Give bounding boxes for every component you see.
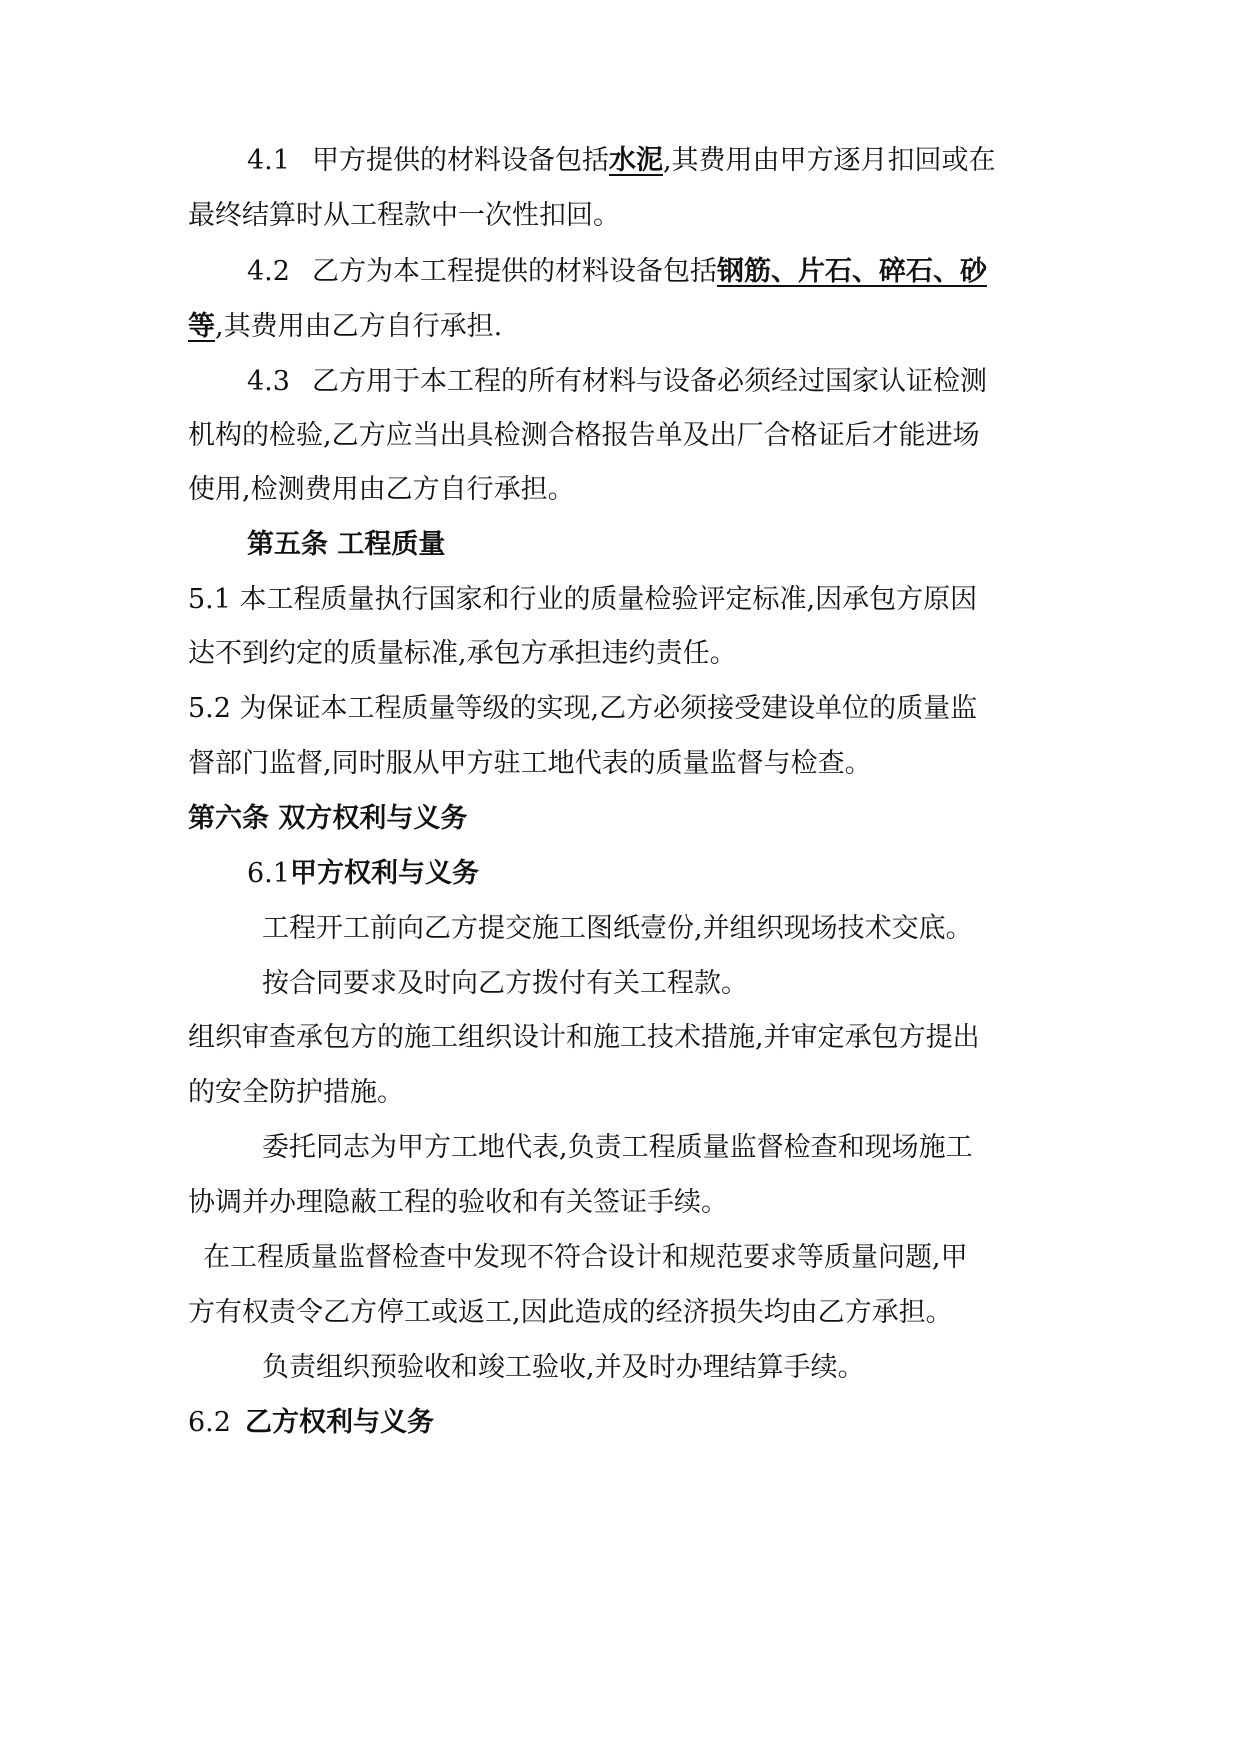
- clause-text: 乙方为本工程提供的材料设备包括: [311, 256, 717, 287]
- clause-4-3-line-3: 使用,检测费用由乙方自行承担。: [188, 474, 575, 505]
- duty-item-5-line-2: 方有权责令乙方停工或返工,因此造成的经济损失均由乙方承担。: [188, 1297, 953, 1328]
- clause-4-1-line-1: [247, 143, 996, 179]
- section-number: 6.2: [188, 1407, 231, 1438]
- section-title: 甲方权利与义务: [289, 858, 479, 889]
- clause-text: 乙方用于本工程的所有材料与设备必须经过国家认证检测: [311, 366, 987, 397]
- duty-item-3-line-2: 的安全防护措施。: [188, 1077, 404, 1108]
- section-6-2-heading: [188, 1405, 434, 1441]
- clause-number: 4.3: [247, 366, 290, 397]
- clause-4-2-line-2: [188, 309, 502, 345]
- duty-item-2: 按合同要求及时向乙方拨付有关工程款。: [262, 968, 748, 999]
- article-6-heading: 第六条 双方权利与义务: [188, 803, 468, 834]
- clause-4-1-line-2: 最终结算时从工程款中一次性扣回。: [188, 200, 620, 231]
- section-title: 乙方权利与义务: [244, 1407, 434, 1438]
- duty-item-1: 工程开工前向乙方提交施工图纸壹份,并组织现场技术交底。: [262, 913, 973, 944]
- duty-item-4-line-1: 委托同志为甲方工地代表,负责工程质量监督检查和现场施工: [262, 1132, 973, 1163]
- clause-4-3-line-1: [247, 364, 987, 400]
- duty-item-5-line-1: 在工程质量监督检查中发现不符合设计和规范要求等质量问题,甲: [203, 1242, 968, 1273]
- clause-4-3-line-2: 机构的检验,乙方应当出具检测合格报告单及出厂合格证后才能进场: [188, 420, 980, 451]
- article-5-heading: 第五条 工程质量: [247, 529, 446, 560]
- underlined-materials-end: 等: [188, 311, 215, 342]
- clause-text: ,其费用由甲方逐月扣回或在: [662, 145, 996, 176]
- duty-item-6: 负责组织预验收和竣工验收,并及时办理结算手续。: [262, 1352, 865, 1383]
- clause-4-2-line-1: [247, 254, 987, 290]
- duty-item-3-line-1: 组织审查承包方的施工组织设计和施工技术措施,并审定承包方提出: [188, 1022, 980, 1053]
- clause-5-1-line-2: 达不到约定的质量标准,承包方承担违约责任。: [188, 638, 737, 669]
- clause-number: 4.2: [247, 256, 290, 287]
- section-number: 6.1: [247, 858, 290, 889]
- clause-text: ,其费用由乙方自行承担.: [215, 311, 503, 342]
- clause-5-1-line-1: 5.1 本工程质量执行国家和行业的质量检验评定标准,因承包方原因: [188, 584, 978, 615]
- section-6-1-heading: [247, 856, 479, 892]
- underlined-material: 水泥: [608, 145, 663, 176]
- duty-item-4-line-2: 协调并办理隐蔽工程的验收和有关签证手续。: [188, 1187, 728, 1218]
- underlined-materials: 钢筋、片石、碎石、砂: [716, 256, 987, 287]
- clause-5-2-line-2: 督部门监督,同时服从甲方驻工地代表的质量监督与检查。: [188, 748, 872, 779]
- clause-text: 甲方提供的材料设备包括: [311, 145, 609, 176]
- clause-5-2-line-1: 5.2 为保证本工程质量等级的实现,乙方必须接受建设单位的质量监: [188, 693, 978, 724]
- clause-number: 4.1: [247, 145, 290, 176]
